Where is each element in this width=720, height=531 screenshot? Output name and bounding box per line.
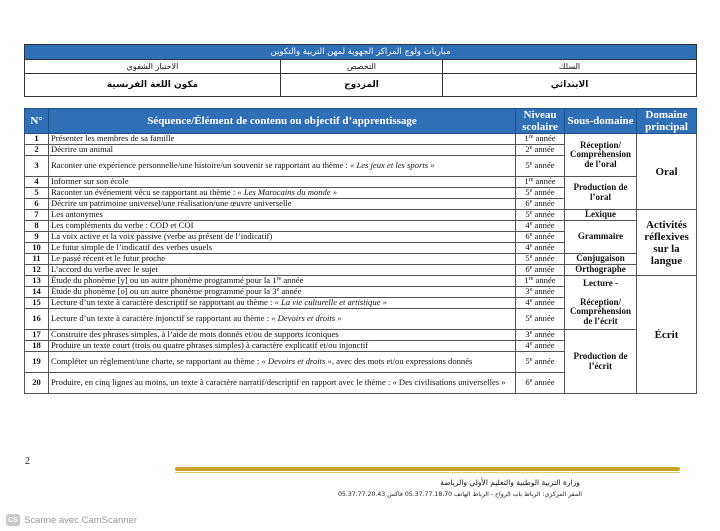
page-number: 2 xyxy=(25,456,30,467)
row-number: 9 xyxy=(25,232,49,243)
level-suffix: année xyxy=(532,297,555,308)
row-number: 8 xyxy=(25,221,49,232)
subdomain-cell xyxy=(565,254,637,265)
level-suffix: année xyxy=(532,286,555,297)
row-level xyxy=(516,188,565,199)
level-number: 5 xyxy=(525,356,530,367)
sequence-text: Produire un texte court (trois ou quatre phrases simples) à caractère explicatif et/ou injonctif xyxy=(51,340,369,351)
level-number: 6 xyxy=(525,377,530,388)
exam-header-table xyxy=(24,44,697,97)
column-header-level: Niveau scolaire xyxy=(516,109,565,134)
subdomain-cell xyxy=(565,210,637,221)
level-suffix: année xyxy=(532,160,555,171)
sequence-text: Informer sur son école xyxy=(51,176,129,187)
sequence-text: Raconter un événement vécu se rapportant au thème : xyxy=(51,187,238,198)
row-level xyxy=(516,298,565,309)
sequence-text: Raconter une expérience personnelle/une histoire/un souvenir se rapportant au thème : xyxy=(51,160,351,171)
sequence-text: Le futur simple de l’indicatif des verbes usuels xyxy=(51,242,213,253)
level-suffix: année xyxy=(532,144,555,155)
level-ordinal: e xyxy=(529,254,533,261)
row-level xyxy=(516,373,565,394)
column-header-subdomain: Sous-domaine xyxy=(565,109,637,134)
level-number: 5 xyxy=(525,313,530,324)
subdomain-label: Lecture - Réception/ Compréhension de l’écrit xyxy=(569,277,631,326)
content-table xyxy=(24,108,697,394)
column-header-domain: Domaine principal xyxy=(637,109,697,134)
row-number: 17 xyxy=(25,330,49,341)
row-sequence xyxy=(49,298,516,309)
header-value-cycle: الابتدائي xyxy=(443,74,697,97)
header-value-component: مكون اللغة الفرنسية xyxy=(25,74,281,97)
level-suffix: année xyxy=(532,187,555,198)
sequence-text: Présenter les membres de sa famille xyxy=(51,133,175,144)
row-number: 11 xyxy=(25,254,49,265)
level-suffix: année xyxy=(532,231,555,242)
domain-cell xyxy=(637,276,697,394)
level-suffix: année xyxy=(532,253,555,264)
row-level xyxy=(516,276,565,287)
row-level xyxy=(516,232,565,243)
table-row xyxy=(25,276,697,287)
level-ordinal: e xyxy=(529,330,533,337)
subdomain-label: Conjugaison xyxy=(576,253,625,264)
level-ordinal: e xyxy=(529,341,533,348)
level-number: 5 xyxy=(525,209,530,220)
row-number: 5 xyxy=(25,188,49,199)
row-sequence xyxy=(49,177,516,188)
sequence-theme: « Devoirs et droits » xyxy=(261,356,332,367)
level-number: 3 xyxy=(525,286,530,297)
level-ordinal: e xyxy=(529,232,533,239)
row-sequence xyxy=(49,352,516,373)
row-sequence xyxy=(49,199,516,210)
row-sequence xyxy=(49,210,516,221)
row-sequence xyxy=(49,145,516,156)
subdomain-label: Réception/ Compréhension de l’oral xyxy=(569,139,631,169)
row-sequence xyxy=(49,341,516,352)
sequence-text-end: , avec des mots et/ou expressions donnés xyxy=(331,356,473,367)
footer-gold-rule xyxy=(175,467,680,471)
level-ordinal: e xyxy=(529,199,533,206)
level-ordinal: e xyxy=(529,161,533,168)
sequence-text-end: année xyxy=(279,286,302,297)
level-number: 4 xyxy=(525,242,530,253)
row-number: 10 xyxy=(25,243,49,254)
row-level xyxy=(516,210,565,221)
row-level xyxy=(516,177,565,188)
level-ordinal: e xyxy=(529,243,533,250)
level-suffix: année xyxy=(532,356,555,367)
level-ordinal: e xyxy=(529,298,533,305)
sequence-theme: « La vie culturelle et artistique » xyxy=(274,297,387,308)
row-sequence xyxy=(49,188,516,199)
row-number: 3 xyxy=(25,156,49,177)
header-label-specialty: التخصص xyxy=(281,60,443,74)
subdomain-label: Production de l’oral xyxy=(573,182,628,202)
level-suffix: année xyxy=(532,209,555,220)
table-row xyxy=(25,254,697,265)
subdomain-cell xyxy=(565,134,637,177)
row-level xyxy=(516,145,565,156)
row-level xyxy=(516,134,565,145)
level-suffix: année xyxy=(532,313,555,324)
row-number: 16 xyxy=(25,309,49,330)
row-level xyxy=(516,156,565,177)
level-ordinal: re xyxy=(528,177,534,184)
row-level xyxy=(516,330,565,341)
row-sequence xyxy=(49,156,516,177)
level-number: 6 xyxy=(525,231,530,242)
domain-cell xyxy=(637,134,697,210)
level-suffix: année xyxy=(533,176,556,187)
level-number: 4 xyxy=(525,220,530,231)
row-number: 12 xyxy=(25,265,49,276)
row-sequence xyxy=(49,276,516,287)
row-number: 20 xyxy=(25,373,49,394)
sequence-text-end: année xyxy=(281,275,304,286)
sequence-text: Décrire un patrimoine universel/une réalisation/une œuvre universelle xyxy=(51,198,292,209)
sequence-text: Compléter un règlement/une charte, se rapportant au thème : xyxy=(51,356,262,367)
level-ordinal: e xyxy=(529,378,533,385)
level-number: 1 xyxy=(524,133,529,144)
sequence-text: Les antonymes xyxy=(51,209,103,220)
content-table-body xyxy=(25,134,697,394)
sequence-text: Lecture d’un texte à caractère injonctif se rapportant au thème : xyxy=(51,313,272,324)
level-ordinal: e xyxy=(529,145,533,152)
sequence-text: La voix active et la voix passive (verbe au présent de l’indicatif) xyxy=(51,231,273,242)
level-number: 3 xyxy=(525,329,530,340)
subdomain-label: Lexique xyxy=(584,209,616,220)
table-row xyxy=(25,177,697,188)
level-number: 2 xyxy=(525,144,530,155)
table-row xyxy=(25,221,697,232)
row-number: 6 xyxy=(25,199,49,210)
header-value-specialty: المزدوج xyxy=(281,74,443,97)
row-sequence xyxy=(49,221,516,232)
sequence-text: Lecture d’un texte à caractère descriptif se rapportant au thème : xyxy=(51,297,275,308)
domain-label: Écrit xyxy=(654,328,679,341)
row-number: 14 xyxy=(25,287,49,298)
subdomain-cell xyxy=(565,221,637,254)
scanner-text: Scanné avec CamScanner xyxy=(24,514,138,526)
row-number: 2 xyxy=(25,145,49,156)
subdomain-cell xyxy=(565,330,637,394)
header-label-cycle: السلك xyxy=(443,60,697,74)
table-row xyxy=(25,210,697,221)
sequence-text: Les compléments du verbe : COD et COI xyxy=(51,220,194,231)
ministry-address: المقر المركزي: الرباط باب الرواح - الرباط الهاتف 05.37.77.18.70 فاكس 05.37.77.20.43 xyxy=(338,491,582,498)
subdomain-label: Orthographe xyxy=(575,264,626,275)
exam-title: مباريات ولوج المراكز الجهوية لمهن التربية والتكوين xyxy=(25,45,697,60)
level-number: 4 xyxy=(525,340,530,351)
camscanner-logo-icon: CS xyxy=(6,514,20,526)
sequence-theme: « Devoirs et droits » xyxy=(271,313,342,324)
table-row xyxy=(25,265,697,276)
level-suffix: année xyxy=(532,329,555,340)
level-suffix: année xyxy=(532,377,555,388)
row-number: 15 xyxy=(25,298,49,309)
level-number: 5 xyxy=(525,187,530,198)
row-number: 18 xyxy=(25,341,49,352)
row-level xyxy=(516,254,565,265)
sequence-theme: « Les jeux et les sports » xyxy=(350,160,435,171)
row-sequence xyxy=(49,330,516,341)
level-suffix: année xyxy=(532,198,555,209)
sequence-text: L’accord du verbe avec le sujet xyxy=(51,264,158,275)
level-ordinal: e xyxy=(529,210,533,217)
sequence-ordinal: re xyxy=(276,276,282,283)
row-level xyxy=(516,309,565,330)
level-suffix: année xyxy=(533,133,556,144)
level-number: 6 xyxy=(525,198,530,209)
row-sequence xyxy=(49,309,516,330)
level-ordinal: re xyxy=(528,276,534,283)
row-sequence xyxy=(49,287,516,298)
level-suffix: année xyxy=(532,220,555,231)
row-sequence xyxy=(49,373,516,394)
ministry-name: وزارة التربية الوطنية والتعليم الأولي والرياضة xyxy=(440,478,580,487)
level-number: 4 xyxy=(525,297,530,308)
row-sequence xyxy=(49,134,516,145)
row-sequence xyxy=(49,254,516,265)
level-ordinal: e xyxy=(529,357,533,364)
sequence-text: Construire des phrases simples, à l’aide de mots donnés et/ou de supports iconiques xyxy=(51,329,339,340)
row-number: 7 xyxy=(25,210,49,221)
row-level xyxy=(516,243,565,254)
level-number: 5 xyxy=(525,160,530,171)
level-suffix: année xyxy=(532,340,555,351)
subdomain-label: Production de l’écrit xyxy=(573,350,628,371)
level-number: 1 xyxy=(524,176,529,187)
level-number: 1 xyxy=(524,275,529,286)
table-row xyxy=(25,134,697,145)
row-number: 4 xyxy=(25,177,49,188)
row-number: 19 xyxy=(25,352,49,373)
level-suffix: année xyxy=(533,275,556,286)
level-ordinal: e xyxy=(529,188,533,195)
level-suffix: année xyxy=(532,264,555,275)
row-level xyxy=(516,265,565,276)
sequence-text: Le passé récent et le futur proche xyxy=(51,253,166,264)
sequence-ordinal: e xyxy=(276,287,280,294)
subdomain-cell xyxy=(565,265,637,276)
domain-label: Oral xyxy=(655,165,678,178)
subdomain-label: Grammaire xyxy=(577,231,624,242)
row-level xyxy=(516,221,565,232)
sequence-text: Produire, en cinq lignes au moins, un texte à caractère narratif/descriptif en rapport avec le thème : « Des civilisations universelles » xyxy=(51,377,506,388)
row-sequence xyxy=(49,232,516,243)
footer-gold-rule-thin xyxy=(175,472,680,473)
domain-cell xyxy=(637,210,697,276)
level-number: 5 xyxy=(525,253,530,264)
sequence-text: Étude du phonème [y] ou un autre phonème programmé pour la 1 xyxy=(51,275,277,286)
level-ordinal: e xyxy=(529,314,533,321)
level-ordinal: e xyxy=(529,287,533,294)
column-header-sequence: Séquence/Élément de contenu ou objectif d’apprentissage xyxy=(49,109,516,134)
row-level xyxy=(516,199,565,210)
level-number: 6 xyxy=(525,264,530,275)
row-sequence xyxy=(49,265,516,276)
row-level xyxy=(516,352,565,373)
scanner-watermark xyxy=(6,514,137,526)
row-number: 13 xyxy=(25,276,49,287)
level-suffix: année xyxy=(532,242,555,253)
table-row xyxy=(25,330,697,341)
subdomain-cell xyxy=(565,276,637,330)
row-level xyxy=(516,341,565,352)
level-ordinal: e xyxy=(529,221,533,228)
header-label-oral-test: الاختبار الشفوي xyxy=(25,60,281,74)
sequence-text: Décrire un animal xyxy=(51,144,114,155)
column-header-number: N° xyxy=(25,109,49,134)
row-level xyxy=(516,287,565,298)
level-ordinal: e xyxy=(529,265,533,272)
sequence-text: Étude du phonème [o] ou un autre phonème programmé pour la 3 xyxy=(51,286,277,297)
row-number: 1 xyxy=(25,134,49,145)
domain-label: Activités réflexives sur la langue xyxy=(644,218,689,267)
level-ordinal: re xyxy=(528,134,534,141)
sequence-theme: « Les Marocains du monde » xyxy=(237,187,338,198)
row-sequence xyxy=(49,243,516,254)
subdomain-cell xyxy=(565,177,637,210)
